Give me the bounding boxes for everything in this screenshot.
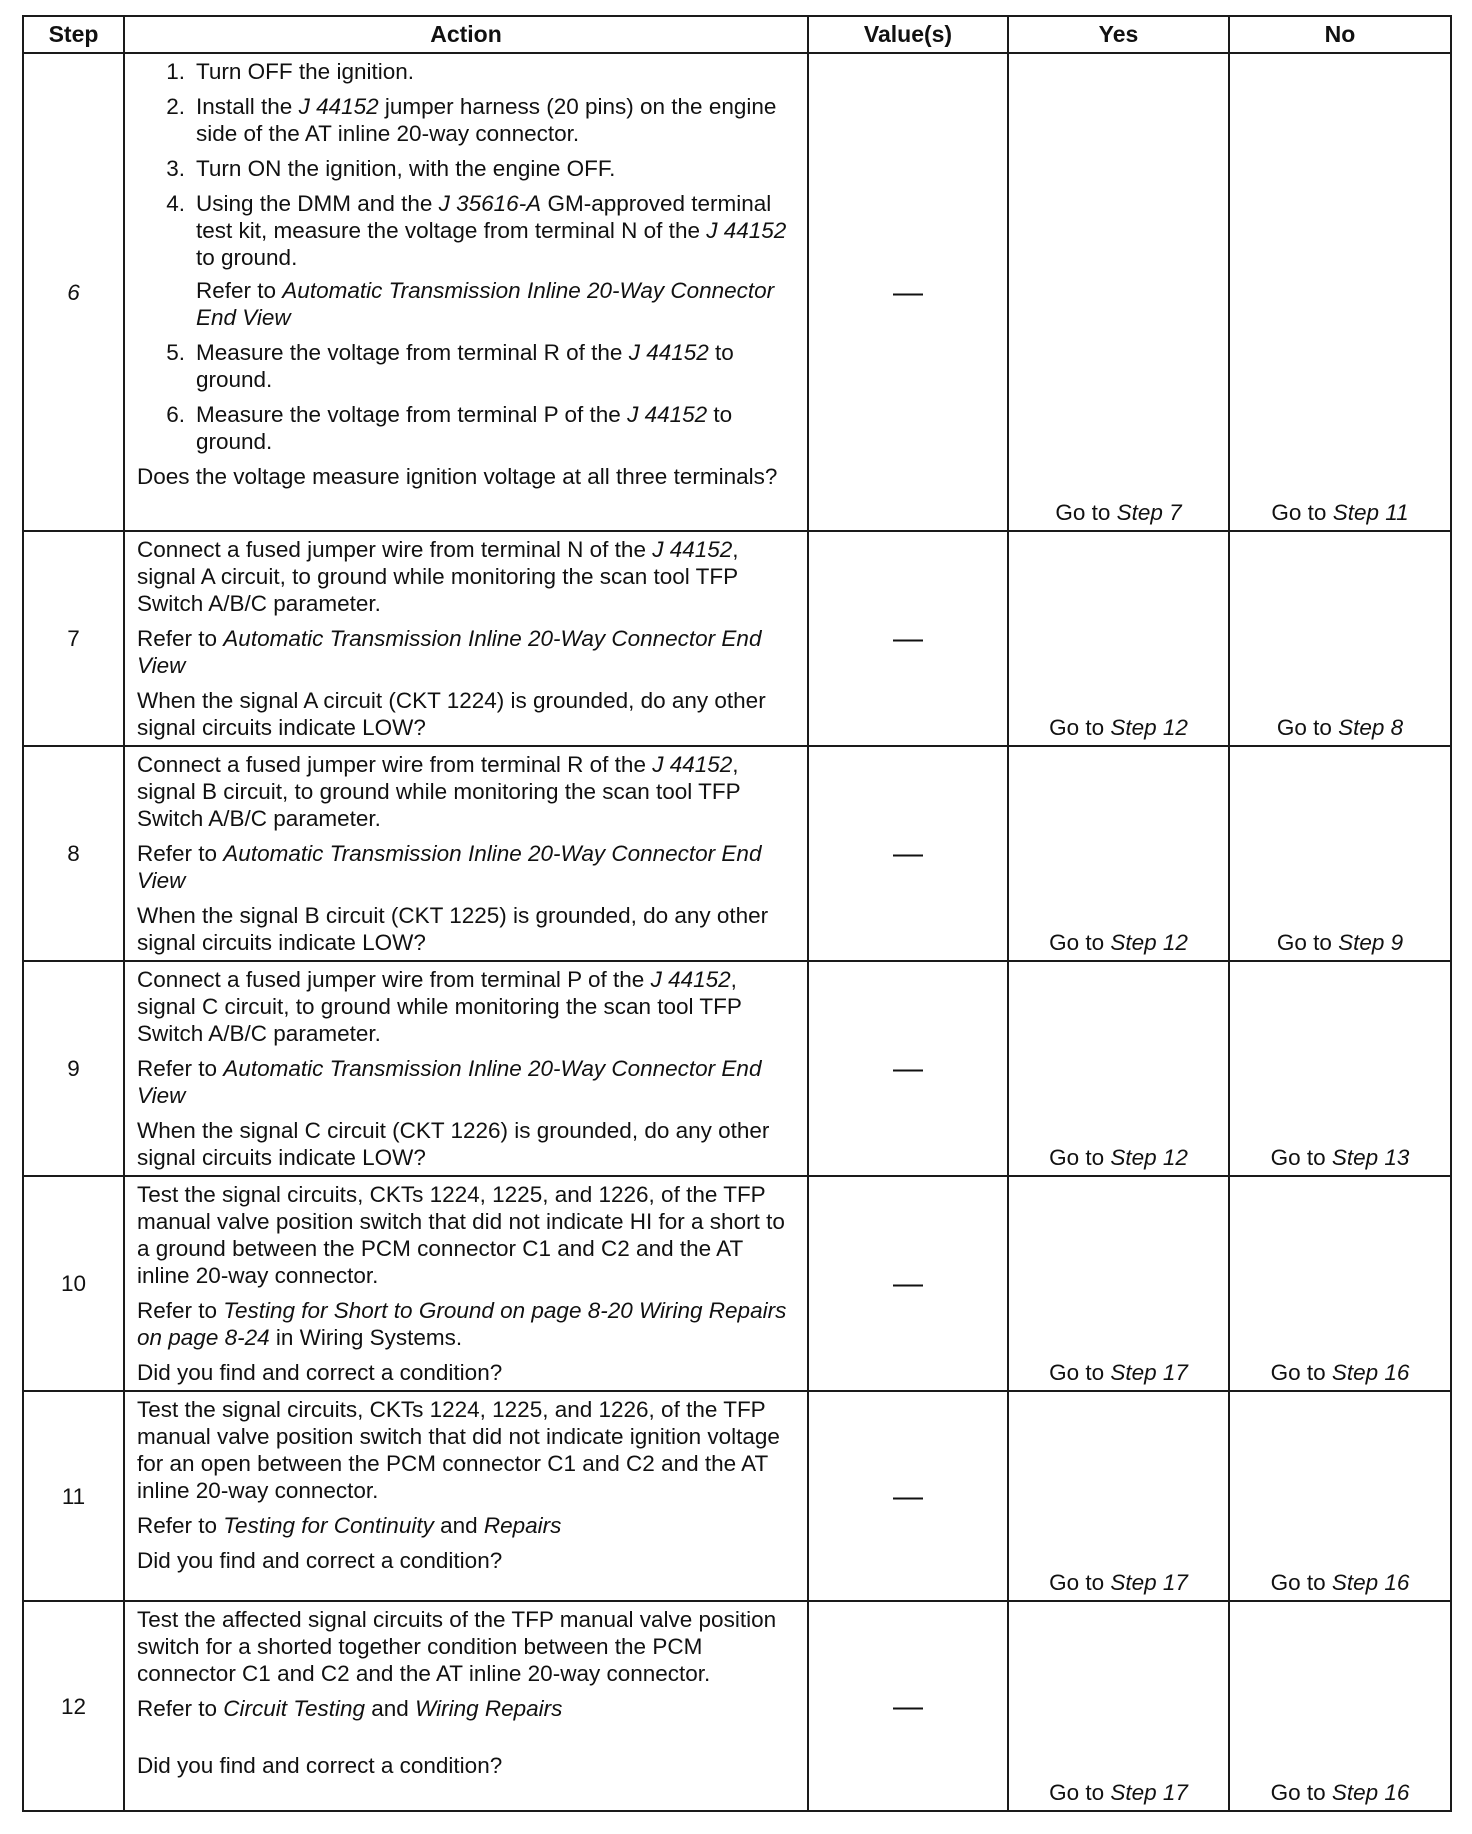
action-step-text	[196, 401, 797, 455]
diagnostic-table	[22, 15, 1452, 1812]
no-step-link[interactable]: Step 8	[1338, 715, 1404, 740]
action-reference	[137, 625, 797, 679]
value-cell: —	[808, 53, 1008, 531]
no-cell[interactable]	[1229, 1176, 1451, 1391]
text-run: and	[365, 1696, 416, 1721]
yes-cell[interactable]	[1008, 531, 1229, 746]
value-cell: —	[808, 961, 1008, 1176]
no-prefix: Go to	[1271, 500, 1333, 525]
action-reference	[137, 840, 797, 894]
value-cell: —	[808, 1391, 1008, 1601]
yes-step-link[interactable]: Step 12	[1110, 715, 1188, 740]
action-step-number: 2.	[166, 94, 185, 119]
action-cell	[124, 53, 808, 531]
no-cell[interactable]	[1229, 53, 1451, 531]
text-run: Did you find and correct a condition?	[137, 1753, 503, 1778]
action-cell	[124, 746, 808, 961]
no-step-link[interactable]: Step 9	[1338, 930, 1404, 955]
no-cell[interactable]	[1229, 746, 1451, 961]
yes-step-link[interactable]: Step 12	[1110, 1145, 1188, 1170]
action-step-text	[196, 339, 797, 393]
tool-or-reference-italic: J 44152	[650, 967, 731, 992]
value-cell: —	[808, 531, 1008, 746]
text-run: Connect a fused jumper wire from terminal P of the	[137, 967, 651, 992]
text-run: Using the DMM and the	[196, 191, 439, 216]
text-run: , signal A circuit, to ground while monitoring the scan tool TFP Switch A/B/C parameter.	[137, 537, 739, 616]
step-number: 11	[23, 1391, 124, 1601]
yes-step-link[interactable]: Step 12	[1110, 930, 1188, 955]
action-step-item	[137, 93, 797, 147]
step-number: 8	[23, 746, 124, 961]
no-step-link[interactable]: Step 16	[1331, 1570, 1410, 1595]
action-question	[137, 1117, 797, 1171]
no-prefix: Go to	[1270, 1145, 1332, 1170]
no-step-link[interactable]: Step 16	[1331, 1360, 1410, 1385]
action-instruction	[137, 966, 797, 1047]
yes-cell[interactable]	[1008, 53, 1229, 531]
table-row-step-10	[23, 1176, 1451, 1391]
yes-prefix: Go to	[1055, 500, 1117, 525]
text-run: GM-approved terminal test kit, measure the voltage from terminal N of the	[196, 191, 772, 243]
text-run: Test the affected signal circuits of the TFP manual valve position switch for a shorted together condition between the PCM connector C1 and C2 and the AT inline 20-way connector.	[137, 1607, 777, 1686]
action-instruction	[137, 536, 797, 617]
text-run: Measure the voltage from terminal R of the	[196, 340, 629, 365]
yes-prefix: Go to	[1049, 1360, 1111, 1385]
action-step-item	[137, 401, 797, 455]
action-cell	[124, 1601, 808, 1811]
text-run: Did you find and correct a condition?	[137, 1548, 503, 1573]
table-row-step-6	[23, 53, 1451, 531]
table-row-step-9	[23, 961, 1451, 1176]
action-cell	[124, 961, 808, 1176]
text-run: , signal C circuit, to ground while monitoring the scan tool TFP Switch A/B/C parameter.	[137, 967, 742, 1046]
action-steps-list	[137, 58, 797, 455]
text-run: in Wiring Systems.	[269, 1325, 463, 1350]
tool-or-reference-italic: J 35616-A	[438, 191, 542, 216]
action-instruction	[137, 1181, 797, 1289]
yes-cell[interactable]	[1008, 1391, 1229, 1601]
header-action: Action	[124, 16, 808, 53]
table-row-step-7	[23, 531, 1451, 746]
text-run: Test the signal circuits, CKTs 1224, 1225, and 1226, of the TFP manual valve position switch that did not indicate HI for a short to a ground between the PCM connector C1 and C2 and the AT inline 20-way connector.	[137, 1182, 785, 1288]
action-question	[137, 1359, 797, 1386]
tool-or-reference-italic: J 44152	[298, 94, 379, 119]
action-step-number: 6.	[166, 402, 185, 427]
tool-or-reference-italic: Circuit Testing	[223, 1696, 366, 1721]
yes-prefix: Go to	[1049, 1780, 1111, 1805]
step-number: 9	[23, 961, 124, 1176]
text-run: When the signal A circuit (CKT 1224) is grounded, do any other signal circuits indicate LOW?	[137, 688, 766, 740]
yes-step-link[interactable]: Step 17	[1110, 1570, 1188, 1595]
action-step-number: 4.	[166, 191, 185, 216]
action-reference	[137, 1297, 797, 1351]
action-question	[137, 1752, 797, 1779]
text-run: and	[433, 1513, 484, 1538]
action-question	[137, 902, 797, 956]
text-run: Refer to	[196, 278, 283, 303]
value-cell: —	[808, 1601, 1008, 1811]
no-prefix: Go to	[1276, 715, 1339, 740]
action-step-text	[196, 58, 797, 85]
no-prefix: Go to	[1276, 930, 1339, 955]
tool-or-reference-italic: J 44152	[627, 402, 708, 427]
no-step-link[interactable]: Step 11	[1332, 500, 1409, 525]
action-question	[137, 1547, 797, 1574]
step-number: 6	[23, 53, 124, 531]
action-step-item	[137, 58, 797, 85]
action-instruction	[137, 1396, 797, 1504]
action-step-text	[196, 190, 797, 271]
text-run: Test the signal circuits, CKTs 1224, 1225, and 1226, of the TFP manual valve position switch that did not indicate ignition voltage for an open between the PCM connector C1 and C2 and the AT inline 20-way connector.	[137, 1397, 780, 1503]
tool-or-reference-italic: J 44152	[652, 752, 733, 777]
tool-or-reference-italic: Automatic Transmission Inline 20-Way Connector End View	[196, 278, 775, 330]
action-step-number: 5.	[166, 340, 185, 365]
no-cell[interactable]	[1229, 531, 1451, 746]
text-run: Refer to	[137, 841, 224, 866]
yes-step-link[interactable]: Step 17	[1110, 1360, 1188, 1385]
text-run: Measure the voltage from terminal P of the	[196, 402, 628, 427]
action-cell	[124, 1176, 808, 1391]
tool-or-reference-italic: J 44152	[706, 218, 787, 243]
yes-cell[interactable]	[1008, 961, 1229, 1176]
action-step-item	[137, 190, 797, 271]
no-cell[interactable]	[1229, 1391, 1451, 1601]
text-run: Did you find and correct a condition?	[137, 1360, 503, 1385]
action-question: Does the voltage measure ignition voltage at all three terminals?	[137, 464, 778, 489]
text-run: When the signal C circuit (CKT 1226) is grounded, do any other signal circuits indicate LOW?	[137, 1118, 770, 1170]
header-row	[23, 16, 1451, 53]
action-cell	[124, 531, 808, 746]
action-step-item	[137, 155, 797, 182]
table-row-step-8	[23, 746, 1451, 961]
text-run: to ground.	[196, 245, 298, 270]
action-reference	[137, 1055, 797, 1109]
tool-or-reference-italic: J 44152	[652, 537, 733, 562]
step-number: 12	[23, 1601, 124, 1811]
yes-prefix: Go to	[1049, 1570, 1111, 1595]
text-run: Connect a fused jumper wire from terminal N of the	[137, 537, 653, 562]
no-cell[interactable]	[1229, 961, 1451, 1176]
action-step-item	[137, 339, 797, 393]
header-no: No	[1229, 16, 1451, 53]
text-run: Refer to	[137, 1298, 224, 1323]
action-reference	[196, 277, 797, 331]
header-step: Step	[23, 16, 124, 53]
action-step-number: 1.	[166, 59, 185, 84]
yes-step-link[interactable]: Step 7	[1116, 500, 1182, 525]
value-cell: —	[808, 1176, 1008, 1391]
yes-cell[interactable]	[1008, 746, 1229, 961]
value-cell: —	[808, 746, 1008, 961]
table-row-step-11	[23, 1391, 1451, 1601]
action-step-number: 3.	[166, 156, 185, 181]
text-run: jumper harness (20 pins) on the engine side of the AT inline 20-way connector.	[196, 94, 777, 146]
yes-step-link[interactable]: Step 17	[1110, 1780, 1188, 1805]
header-values: Value(s)	[808, 16, 1008, 53]
tool-or-reference-italic: Automatic Transmission Inline 20-Way Connector End View	[137, 626, 762, 678]
yes-cell[interactable]	[1008, 1176, 1229, 1391]
tool-or-reference-italic: Automatic Transmission Inline 20-Way Connector End View	[137, 1056, 762, 1108]
tool-or-reference-italic: Repairs	[483, 1513, 562, 1538]
action-reference	[137, 1695, 797, 1722]
no-prefix: Go to	[1270, 1360, 1332, 1385]
text-run: , signal B circuit, to ground while monitoring the scan tool TFP Switch A/B/C parameter.	[137, 752, 741, 831]
text-run: Connect a fused jumper wire from terminal R of the	[137, 752, 653, 777]
no-cell[interactable]	[1229, 1601, 1451, 1811]
action-question	[137, 687, 797, 741]
text-run: Refer to	[137, 1056, 224, 1081]
step-number: 10	[23, 1176, 124, 1391]
action-cell	[124, 1391, 808, 1601]
no-step-link[interactable]: Step 16	[1331, 1780, 1410, 1805]
no-prefix: Go to	[1270, 1570, 1332, 1595]
yes-prefix: Go to	[1049, 930, 1111, 955]
tool-or-reference-italic: Testing for Short to Ground on page 8-20 Wiring Repairs on page 8-24	[137, 1298, 787, 1350]
action-instruction	[137, 1606, 797, 1687]
text-run: Turn ON the ignition, with the engine OFF.	[196, 156, 616, 181]
no-prefix: Go to	[1270, 1780, 1332, 1805]
step-number: 7	[23, 531, 124, 746]
text-run: Refer to	[137, 626, 224, 651]
text-run: to ground.	[196, 340, 734, 392]
yes-cell[interactable]	[1008, 1601, 1229, 1811]
yes-prefix: Go to	[1049, 1145, 1111, 1170]
text-run: Install the	[196, 94, 299, 119]
text-run: to ground.	[196, 402, 733, 454]
text-run: Refer to	[137, 1513, 224, 1538]
action-step-text	[196, 93, 797, 147]
yes-prefix: Go to	[1049, 715, 1111, 740]
text-run: Turn OFF the ignition.	[196, 59, 415, 84]
action-reference	[137, 1512, 797, 1539]
action-step-text	[196, 155, 797, 182]
action-instruction	[137, 751, 797, 832]
no-step-link[interactable]: Step 13	[1331, 1145, 1410, 1170]
tool-or-reference-italic: J 44152	[628, 340, 709, 365]
tool-or-reference-italic: Wiring Repairs	[415, 1696, 563, 1721]
table-row-step-12	[23, 1601, 1451, 1811]
text-run: When the signal B circuit (CKT 1225) is grounded, do any other signal circuits indicate LOW?	[137, 903, 769, 955]
tool-or-reference-italic: Testing for Continuity	[223, 1513, 434, 1538]
header-yes: Yes	[1008, 16, 1229, 53]
tool-or-reference-italic: Automatic Transmission Inline 20-Way Connector End View	[137, 841, 762, 893]
text-run: Refer to	[137, 1696, 224, 1721]
